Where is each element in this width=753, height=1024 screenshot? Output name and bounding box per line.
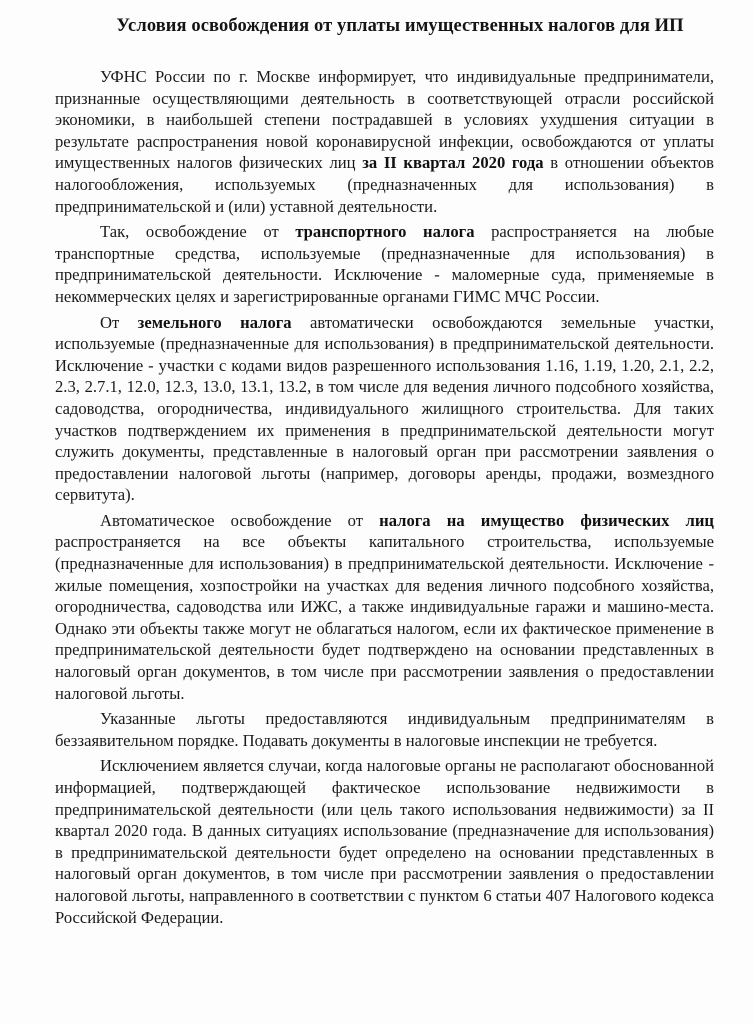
paragraph-land-tax bbox=[55, 312, 714, 506]
paragraph-text: распространяется на все объекты капитального строительства, используемые (предназначенные для использования) в предпринимательской деятельности. Исключение - жилые помещения, хозпостройки на участках для ведения личного подсобного хозяйства, огородничества, садоводства или ИЖС, а также индивидуальные гаражи и машино-места. Однако эти объекты также могут не облагаться налогом, если их фактическое применение в предпринимательской деятельности будет подтверждено на основании представленных в налоговый орган документов, в том числе при рассмотрении заявления о предоставлении налоговой льготы. bbox=[55, 532, 714, 703]
paragraph-emphasis: за II квартал 2020 года bbox=[362, 153, 544, 173]
paragraph-text: УФНС России по г. Москве информирует, что индивидуальные предприниматели, признанные осуществляющими деятельность в соответствующей отрасли российской экономики, в наибольшей степени пострадавшей в условиях ухудшения ситуации в результате распространения новой коронавирусной инфекции, освобождаются от уплаты имущественных налогов физических лиц bbox=[55, 67, 714, 173]
paragraph-text: От bbox=[100, 312, 138, 332]
paragraph-emphasis: транспортного налога bbox=[295, 222, 475, 242]
paragraph-emphasis: земельного налога bbox=[137, 312, 292, 332]
paragraph-text: Исключением является случаи, когда налоговые органы не располагают обоснованной информацией, подтверждающей фактическое использование недвижимости в предпринимательской деятельности (или цель такого использования недвижимости) за II квартал 2020 года. В данных ситуациях использование (предназначение для использования) в предпринимательской деятельности будет определено на основании представленных в налоговый орган документов, в том числе при рассмотрении заявления о предоставлении налоговой льготы, направленного в соответствии с пунктом 6 статьи 407 Налогового кодекса Российской Федерации. bbox=[55, 756, 714, 927]
paragraph-exceptions bbox=[55, 755, 714, 928]
paragraph-text: Указанные льготы предоставляются индивидуальным предпринимателям в беззаявительном порядке. Подавать документы в налоговые инспекции не требуется. bbox=[55, 709, 714, 750]
paragraph-text: распространяется на любые транспортные средства, используемые (предназначенные для использования) в предпринимательской деятельности. Исключение - маломерные суда, применяемые в некоммерческих целях и зарегистрированные органами ГИМС МЧС России. bbox=[55, 222, 714, 306]
paragraph-text: в отношении объектов налогообложения, используемых (предназначенных для использования) в предпринимательской и (или) уставной деятельности. bbox=[55, 153, 714, 216]
paragraph-text: автоматически освобождаются земельные участки, используемые (предназначенные для использования) в предпринимательской деятельности. Исключение - участки с кодами видов разрешенного использования 1.16, 1.19, 1.20, 2.1, 2.2, 2.3, 2.7.1, 12.0, 12.3, 13.0, 13.1, 13.2, в том числе для ведения личного подсобного хозяйства, садоводства, огородничества, индивидуального жилищного строительства. Для таких участков подтверждением их применения в предпринимательской деятельности могут служить документы, представленные в налоговый орган при рассмотрении заявления о предоставлении налоговой льготы (например, договоры аренды, продажи, возмездного сервитута). bbox=[55, 312, 714, 505]
paragraph-emphasis: налога на имущество физических лиц bbox=[379, 510, 714, 530]
paragraph-benefits bbox=[55, 708, 714, 751]
document-body bbox=[55, 66, 714, 932]
paragraph-transport-tax bbox=[55, 221, 714, 307]
paragraph-property-tax bbox=[55, 510, 714, 704]
document-title: Условия освобождения от уплаты имущественных налогов для ИП bbox=[116, 16, 684, 36]
paragraph-text: Автоматическое освобождение от bbox=[100, 510, 380, 530]
paragraph-text: Так, освобождение от bbox=[100, 222, 296, 242]
paragraph-intro bbox=[55, 66, 714, 217]
